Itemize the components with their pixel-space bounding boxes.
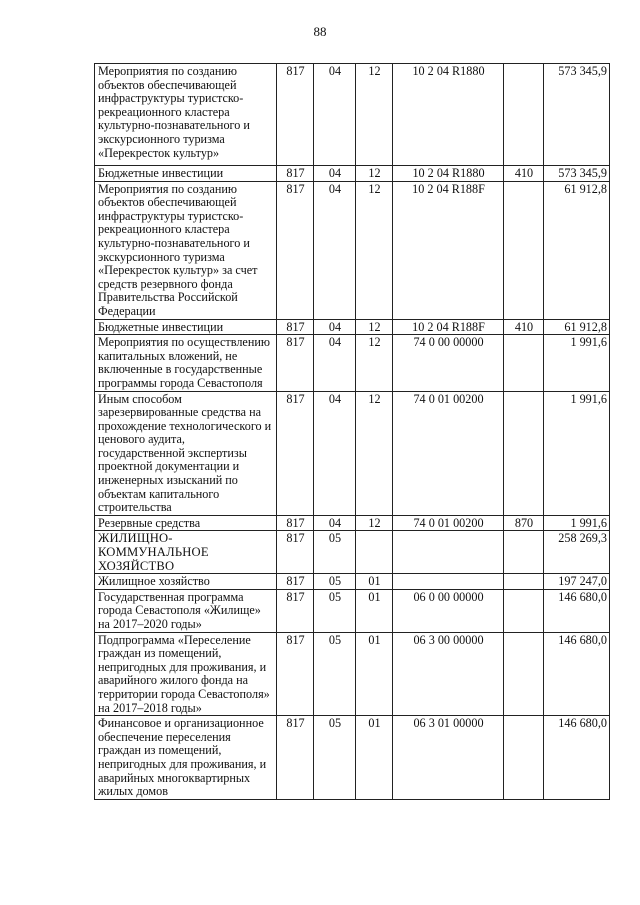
cell-gr: 817 bbox=[277, 589, 314, 632]
cell-sum: 197 247,0 bbox=[544, 574, 610, 590]
row-name: Бюджетные инвестиции bbox=[95, 319, 277, 335]
cell-vr bbox=[504, 335, 544, 391]
cell-rz: 04 bbox=[314, 391, 356, 515]
cell-sum: 146 680,0 bbox=[544, 632, 610, 716]
cell-rz: 04 bbox=[314, 181, 356, 319]
cell-vr bbox=[504, 632, 544, 716]
cell-sum: 146 680,0 bbox=[544, 716, 610, 800]
page-number: 88 bbox=[313, 24, 327, 39]
row-name: Государственная программа города Севастополя «Жилище» на 2017–2020 годы» bbox=[95, 589, 277, 632]
cell-cs: 74 0 00 00000 bbox=[393, 335, 504, 391]
cell-pr: 12 bbox=[356, 391, 393, 515]
cell-cs: 10 2 04 R188F bbox=[393, 319, 504, 335]
cell-gr: 817 bbox=[277, 632, 314, 716]
cell-cs: 06 3 01 00000 bbox=[393, 716, 504, 800]
cell-cs: 10 2 04 R1880 bbox=[393, 166, 504, 182]
cell-rz: 05 bbox=[314, 589, 356, 632]
cell-pr: 01 bbox=[356, 574, 393, 590]
table-row bbox=[95, 166, 610, 182]
cell-gr: 817 bbox=[277, 64, 314, 166]
cell-gr: 817 bbox=[277, 391, 314, 515]
table-row bbox=[95, 716, 610, 800]
cell-rz: 04 bbox=[314, 335, 356, 391]
cell-pr: 12 bbox=[356, 335, 393, 391]
cell-pr: 01 bbox=[356, 589, 393, 632]
cell-gr: 817 bbox=[277, 181, 314, 319]
cell-pr: 01 bbox=[356, 632, 393, 716]
cell-gr: 817 bbox=[277, 166, 314, 182]
cell-pr bbox=[356, 531, 393, 574]
cell-cs: 74 0 01 00200 bbox=[393, 391, 504, 515]
cell-rz: 05 bbox=[314, 531, 356, 574]
table-row bbox=[95, 589, 610, 632]
cell-sum: 61 912,8 bbox=[544, 319, 610, 335]
table-row bbox=[95, 574, 610, 590]
budget-table-body bbox=[95, 64, 610, 800]
cell-cs bbox=[393, 574, 504, 590]
row-name: Финансовое и организационное обеспечение переселения граждан из помещений, непригодных для проживания, и аварийных многоквартирных жилых домов bbox=[95, 716, 277, 800]
cell-cs: 06 3 00 00000 bbox=[393, 632, 504, 716]
cell-sum: 1 991,6 bbox=[544, 335, 610, 391]
row-name: Резервные средства bbox=[95, 515, 277, 531]
cell-rz: 05 bbox=[314, 632, 356, 716]
row-name: Мероприятия по созданию объектов обеспечивающей инфраструктуры туристско-рекреационного кластера культурно-познавательного и экскурсионного туризма «Перекресток культур» за счет средств резервного фонда Правительства Российской Федерации bbox=[95, 181, 277, 319]
cell-vr bbox=[504, 64, 544, 166]
cell-cs: 10 2 04 R188F bbox=[393, 181, 504, 319]
row-name: Бюджетные инвестиции bbox=[95, 166, 277, 182]
table-row bbox=[95, 391, 610, 515]
cell-sum: 573 345,9 bbox=[544, 64, 610, 166]
cell-vr bbox=[504, 531, 544, 574]
table-row bbox=[95, 319, 610, 335]
cell-pr: 12 bbox=[356, 515, 393, 531]
cell-gr: 817 bbox=[277, 335, 314, 391]
cell-vr: 410 bbox=[504, 319, 544, 335]
row-name: ЖИЛИЩНО-КОММУНАЛЬНОЕ ХОЗЯЙСТВО bbox=[95, 531, 277, 574]
cell-vr bbox=[504, 391, 544, 515]
cell-sum: 1 991,6 bbox=[544, 515, 610, 531]
cell-sum: 1 991,6 bbox=[544, 391, 610, 515]
cell-vr bbox=[504, 589, 544, 632]
cell-gr: 817 bbox=[277, 574, 314, 590]
cell-vr bbox=[504, 181, 544, 319]
cell-sum: 258 269,3 bbox=[544, 531, 610, 574]
cell-pr: 12 bbox=[356, 166, 393, 182]
cell-pr: 12 bbox=[356, 181, 393, 319]
table-row bbox=[95, 64, 610, 166]
cell-sum: 573 345,9 bbox=[544, 166, 610, 182]
cell-cs: 06 0 00 00000 bbox=[393, 589, 504, 632]
cell-pr: 12 bbox=[356, 64, 393, 166]
cell-cs: 10 2 04 R1880 bbox=[393, 64, 504, 166]
row-name: Иным способом зарезервированные средства на прохождение технологического и ценового аудита, государственной экспертизы проектной документации и инженерных изысканий по объектам капитального строительства bbox=[95, 391, 277, 515]
cell-rz: 04 bbox=[314, 319, 356, 335]
cell-cs bbox=[393, 531, 504, 574]
cell-rz: 04 bbox=[314, 515, 356, 531]
cell-rz: 05 bbox=[314, 574, 356, 590]
cell-rz: 04 bbox=[314, 166, 356, 182]
cell-vr bbox=[504, 716, 544, 800]
cell-vr: 870 bbox=[504, 515, 544, 531]
cell-vr bbox=[504, 574, 544, 590]
cell-pr: 01 bbox=[356, 716, 393, 800]
cell-cs: 74 0 01 00200 bbox=[393, 515, 504, 531]
table-row bbox=[95, 531, 610, 574]
row-name: Подпрограмма «Переселение граждан из помещений, непригодных для проживания, и аварийного жилого фонда на территории города Севастополя» на 2017–2018 годы» bbox=[95, 632, 277, 716]
row-name: Мероприятия по осуществлению капитальных вложений, не включенные в государственные программы города Севастополя bbox=[95, 335, 277, 391]
row-name: Жилищное хозяйство bbox=[95, 574, 277, 590]
cell-rz: 05 bbox=[314, 716, 356, 800]
budget-table bbox=[94, 63, 610, 800]
cell-sum: 146 680,0 bbox=[544, 589, 610, 632]
cell-rz: 04 bbox=[314, 64, 356, 166]
row-name: Мероприятия по созданию объектов обеспечивающей инфраструктуры туристско-рекреационного кластера культурно-познавательного и экскурсионного туризма «Перекресток культур» bbox=[95, 64, 277, 166]
table-row bbox=[95, 335, 610, 391]
cell-pr: 12 bbox=[356, 319, 393, 335]
cell-gr: 817 bbox=[277, 716, 314, 800]
cell-vr: 410 bbox=[504, 166, 544, 182]
table-row bbox=[95, 181, 610, 319]
table-row bbox=[95, 632, 610, 716]
cell-sum: 61 912,8 bbox=[544, 181, 610, 319]
table-row bbox=[95, 515, 610, 531]
cell-gr: 817 bbox=[277, 531, 314, 574]
cell-gr: 817 bbox=[277, 515, 314, 531]
cell-gr: 817 bbox=[277, 319, 314, 335]
